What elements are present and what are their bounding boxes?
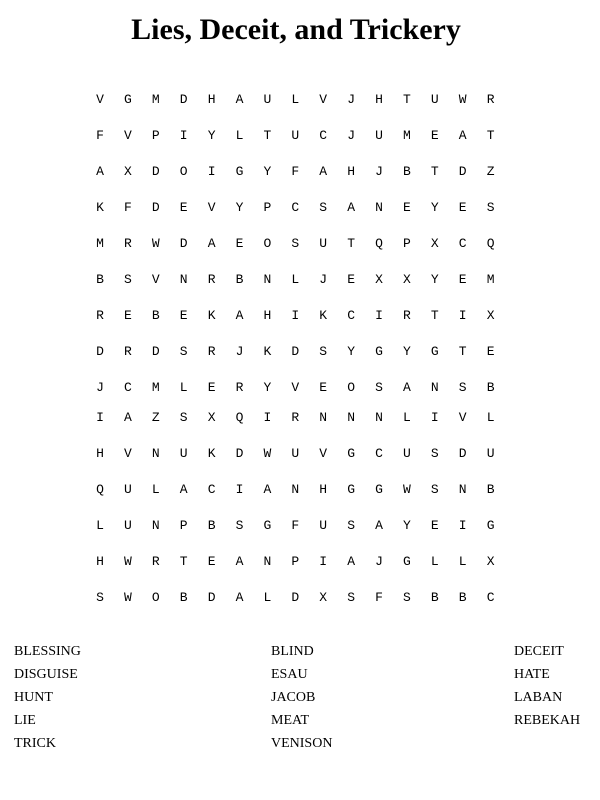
grid-letter: B: [402, 164, 411, 179]
grid-letter: Z: [486, 164, 495, 179]
word-list-item: DECEIT: [514, 644, 564, 659]
grid-letter: V: [123, 446, 132, 461]
grid-letter: G: [347, 482, 355, 497]
word-list-item: TRICK: [14, 736, 56, 751]
grid-letter: L: [291, 272, 300, 287]
grid-letter: A: [179, 482, 188, 497]
grid-letter: P: [291, 554, 300, 569]
grid-letter: A: [347, 554, 355, 569]
grid-letter: E: [430, 518, 439, 533]
grid-letter: H: [207, 92, 216, 107]
grid-letter: J: [96, 380, 104, 395]
grid-letter: I: [319, 554, 328, 569]
grid-letter: D: [235, 446, 244, 461]
grid-letter: L: [235, 128, 244, 143]
grid-letter: X: [402, 272, 411, 287]
grid-letter: E: [402, 200, 411, 215]
grid-letter: O: [151, 590, 160, 605]
grid-letter: R: [402, 308, 411, 323]
grid-letter: B: [458, 590, 467, 605]
grid-letter: M: [486, 272, 495, 287]
grid-letter: U: [123, 518, 132, 533]
grid-letter: C: [375, 446, 383, 461]
grid-letter: B: [235, 272, 244, 287]
grid-letter: K: [263, 344, 272, 359]
grid-letter: N: [263, 272, 272, 287]
grid-letter: G: [375, 344, 383, 359]
grid-letter: L: [151, 482, 160, 497]
grid-letter: Q: [96, 482, 104, 497]
grid-letter: T: [486, 128, 495, 143]
grid-letter: Y: [235, 200, 244, 215]
grid-letter: V: [319, 92, 328, 107]
word-list-item: DISGUISE: [14, 667, 78, 682]
grid-letter: L: [96, 518, 104, 533]
grid-letter: O: [347, 380, 355, 395]
grid-letter: N: [151, 446, 160, 461]
word-list-item: JACOB: [271, 690, 316, 705]
grid-letter: R: [207, 344, 216, 359]
grid-letter: G: [123, 92, 132, 107]
grid-letter: R: [207, 272, 216, 287]
grid-letter: E: [235, 236, 244, 251]
grid-letter: A: [375, 518, 383, 533]
grid-letter: R: [151, 554, 160, 569]
grid-letter: X: [123, 164, 132, 179]
grid-letter: K: [319, 308, 328, 323]
grid-letter: E: [207, 380, 216, 395]
grid-letter: O: [263, 236, 272, 251]
grid-letter: U: [263, 92, 272, 107]
grid-letter: J: [347, 128, 355, 143]
grid-letter: O: [179, 164, 188, 179]
grid-letter: F: [96, 128, 104, 143]
grid-letter: D: [179, 92, 188, 107]
grid-letter: V: [123, 128, 132, 143]
grid-letter: Y: [430, 272, 439, 287]
grid-letter: W: [402, 482, 411, 497]
grid-letter: W: [123, 554, 132, 569]
grid-letter: L: [402, 410, 411, 425]
grid-letter: I: [458, 518, 467, 533]
grid-letter: F: [375, 590, 383, 605]
grid-letter: P: [402, 236, 411, 251]
grid-letter: S: [458, 380, 467, 395]
grid-letter: F: [123, 200, 132, 215]
grid-letter: A: [235, 554, 244, 569]
grid-letter: D: [179, 236, 188, 251]
grid-letter: N: [319, 410, 328, 425]
grid-letter: R: [123, 344, 132, 359]
word-list-item: ESAU: [271, 667, 308, 682]
grid-letter: J: [319, 272, 328, 287]
grid-letter: X: [486, 554, 495, 569]
grid-letter: U: [179, 446, 188, 461]
grid-letter: U: [430, 92, 439, 107]
word-list-item: LIE: [14, 713, 36, 728]
grid-letter: N: [263, 554, 272, 569]
grid-letter: L: [263, 590, 272, 605]
grid-letter: G: [375, 482, 383, 497]
grid-letter: Y: [263, 164, 272, 179]
grid-letter: Y: [402, 518, 411, 533]
grid-letter: D: [151, 200, 160, 215]
grid-letter: N: [347, 410, 355, 425]
grid-letter: A: [235, 590, 244, 605]
grid-letter: G: [347, 446, 355, 461]
word-list-item: HUNT: [14, 690, 53, 705]
grid-letter: S: [179, 344, 188, 359]
grid-letter: X: [319, 590, 328, 605]
grid-letter: S: [319, 200, 328, 215]
grid-letter: N: [179, 272, 188, 287]
grid-letter: B: [207, 518, 216, 533]
grid-letter: J: [347, 92, 355, 107]
word-list-item: MEAT: [271, 713, 310, 728]
grid-letter: E: [458, 272, 467, 287]
grid-letter: E: [458, 200, 467, 215]
grid-letter: S: [347, 590, 355, 605]
grid-letter: L: [291, 92, 300, 107]
grid-letter: M: [402, 128, 411, 143]
grid-letter: W: [263, 446, 272, 461]
grid-letter: S: [235, 518, 244, 533]
grid-letter: H: [347, 164, 355, 179]
grid-letter: J: [375, 554, 383, 569]
grid-letter: B: [151, 308, 160, 323]
grid-letter: X: [486, 308, 495, 323]
grid-letter: C: [486, 590, 495, 605]
grid-letter: U: [123, 482, 132, 497]
grid-letter: Y: [263, 380, 272, 395]
grid-letter: G: [263, 518, 272, 533]
grid-letter: M: [96, 236, 104, 251]
grid-letter: A: [347, 200, 355, 215]
grid-letter: E: [319, 380, 328, 395]
grid-letter: N: [375, 410, 383, 425]
grid-letter: H: [375, 92, 383, 107]
grid-letter: B: [430, 590, 439, 605]
grid-letter: D: [207, 590, 216, 605]
grid-letter: A: [458, 128, 467, 143]
grid-letter: A: [235, 308, 244, 323]
grid-letter: X: [430, 236, 439, 251]
grid-letter: A: [263, 482, 272, 497]
grid-letter: E: [123, 308, 132, 323]
grid-letter: S: [486, 200, 495, 215]
grid-letter: S: [430, 482, 439, 497]
grid-letter: T: [179, 554, 188, 569]
grid-letter: S: [430, 446, 439, 461]
grid-letter: D: [458, 164, 467, 179]
grid-letter: B: [486, 482, 495, 497]
grid-letter: S: [375, 380, 383, 395]
grid-letter: V: [207, 200, 216, 215]
grid-letter: X: [207, 410, 216, 425]
grid-letter: A: [96, 164, 104, 179]
grid-letter: U: [402, 446, 411, 461]
grid-letter: S: [123, 272, 132, 287]
grid-letter: V: [96, 92, 104, 107]
grid-letter: R: [486, 92, 495, 107]
grid-letter: N: [291, 482, 300, 497]
grid-letter: V: [319, 446, 328, 461]
grid-letter: J: [375, 164, 383, 179]
grid-letter: P: [263, 200, 272, 215]
grid-letter: T: [263, 128, 272, 143]
grid-letter: B: [179, 590, 188, 605]
grid-letter: Y: [347, 344, 355, 359]
grid-letter: D: [458, 446, 467, 461]
puzzle-title: Lies, Deceit, and Trickery: [131, 13, 461, 46]
grid-letter: C: [319, 128, 328, 143]
word-list-item: HATE: [514, 667, 550, 682]
grid-letter: W: [458, 92, 467, 107]
grid-letter: C: [291, 200, 300, 215]
grid-letter: I: [375, 308, 383, 323]
grid-letter: Q: [375, 236, 383, 251]
grid-letter: N: [375, 200, 383, 215]
grid-letter: F: [291, 518, 300, 533]
grid-letter: B: [96, 272, 104, 287]
grid-letter: I: [263, 410, 272, 425]
grid-letter: U: [291, 128, 300, 143]
grid-letter: A: [123, 410, 132, 425]
grid-letter: P: [151, 128, 160, 143]
grid-letter: R: [96, 308, 104, 323]
grid-letter: S: [291, 236, 300, 251]
grid-letter: S: [347, 518, 355, 533]
grid-letter: G: [430, 344, 439, 359]
grid-letter: N: [151, 518, 160, 533]
grid-letter: M: [151, 380, 160, 395]
grid-letter: H: [263, 308, 272, 323]
grid-letter: K: [207, 308, 216, 323]
grid-letter: F: [291, 164, 300, 179]
grid-letter: G: [402, 554, 411, 569]
grid-letter: C: [207, 482, 216, 497]
grid-letter: Y: [430, 200, 439, 215]
grid-letter: U: [486, 446, 495, 461]
grid-letter: P: [179, 518, 188, 533]
grid-letter: C: [458, 236, 467, 251]
grid-letter: A: [402, 380, 411, 395]
grid-letter: I: [96, 410, 104, 425]
grid-letter: S: [402, 590, 411, 605]
grid-letter: W: [151, 236, 160, 251]
grid-letter: N: [458, 482, 467, 497]
grid-letter: U: [319, 236, 328, 251]
grid-letter: A: [207, 236, 216, 251]
grid-letter: I: [430, 410, 439, 425]
grid-letter: I: [458, 308, 467, 323]
word-list-item: LABAN: [514, 690, 563, 705]
grid-letter: U: [375, 128, 383, 143]
grid-letter: T: [430, 308, 439, 323]
grid-letter: V: [458, 410, 467, 425]
grid-letter: D: [151, 164, 160, 179]
grid-letter: Z: [151, 410, 160, 425]
grid-letter: I: [207, 164, 216, 179]
grid-letter: W: [123, 590, 132, 605]
grid-letter: E: [430, 128, 439, 143]
grid-letter: Q: [235, 410, 244, 425]
grid-letter: R: [291, 410, 300, 425]
grid-letter: D: [151, 344, 160, 359]
grid-letter: D: [291, 344, 300, 359]
grid-letter: L: [486, 410, 495, 425]
grid-letter: T: [402, 92, 411, 107]
word-list-item: BLESSING: [14, 644, 81, 659]
grid-letter: I: [291, 308, 300, 323]
grid-letter: T: [430, 164, 439, 179]
word-list-item: VENISON: [271, 736, 333, 751]
grid-letter: T: [347, 236, 355, 251]
grid-letter: U: [291, 446, 300, 461]
grid-letter: H: [96, 554, 104, 569]
grid-letter: A: [319, 164, 328, 179]
grid-letter: V: [151, 272, 160, 287]
grid-letter: J: [235, 344, 244, 359]
grid-letter: E: [347, 272, 355, 287]
grid-letter: R: [235, 380, 244, 395]
grid-letter: C: [347, 308, 355, 323]
grid-letter: I: [179, 128, 188, 143]
grid-letter: S: [96, 590, 104, 605]
grid-letter: H: [319, 482, 328, 497]
grid-letter: R: [123, 236, 132, 251]
word-list-item: BLIND: [271, 644, 314, 659]
grid-letter: U: [319, 518, 328, 533]
grid-letter: E: [179, 308, 188, 323]
grid-letter: K: [207, 446, 216, 461]
grid-letter: G: [486, 518, 495, 533]
grid-letter: N: [430, 380, 439, 395]
grid-letter: C: [123, 380, 132, 395]
grid-letter: K: [96, 200, 104, 215]
grid-letter: S: [319, 344, 328, 359]
grid-letter: L: [430, 554, 439, 569]
grid-letter: D: [96, 344, 104, 359]
grid-letter: L: [179, 380, 188, 395]
grid-letter: M: [151, 92, 160, 107]
grid-letter: B: [486, 380, 495, 395]
grid-letter: Y: [207, 128, 216, 143]
grid-letter: D: [291, 590, 300, 605]
grid-letter: E: [207, 554, 216, 569]
grid-letter: V: [291, 380, 300, 395]
word-list-item: REBEKAH: [514, 713, 581, 728]
grid-letter: X: [375, 272, 383, 287]
grid-letter: L: [458, 554, 467, 569]
grid-letter: H: [96, 446, 104, 461]
grid-letter: Y: [402, 344, 411, 359]
grid-letter: I: [235, 482, 244, 497]
grid-letter: S: [179, 410, 188, 425]
grid-letter: E: [179, 200, 188, 215]
grid-letter: E: [486, 344, 495, 359]
grid-letter: T: [458, 344, 467, 359]
grid-letter: G: [235, 164, 244, 179]
grid-letter: Q: [486, 236, 495, 251]
grid-letter: A: [235, 92, 244, 107]
